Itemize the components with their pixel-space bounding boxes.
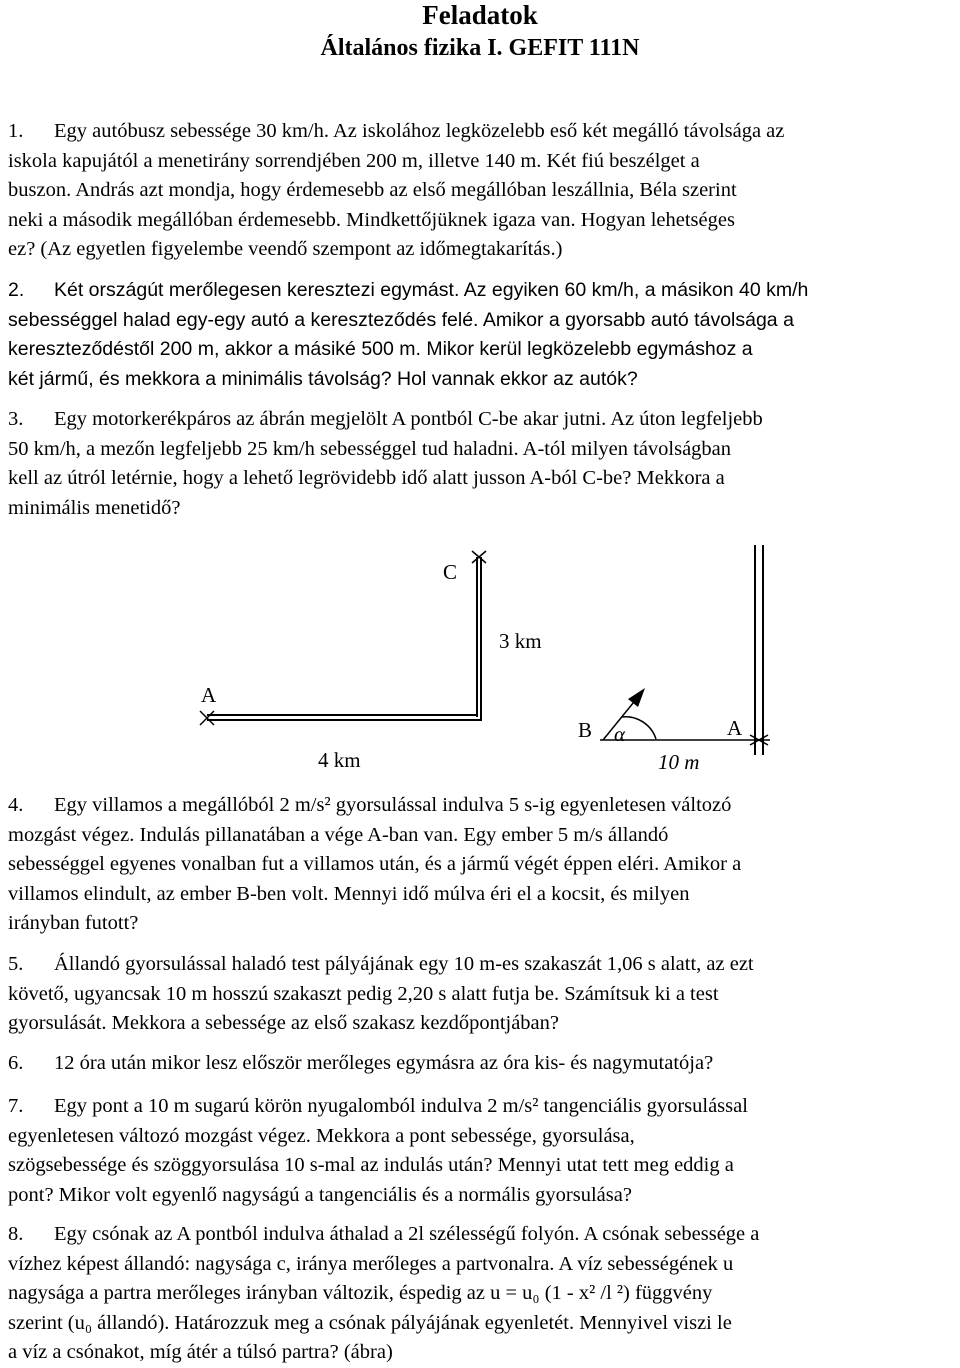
problem-1 — [8, 117, 953, 265]
problem-4 — [8, 791, 953, 939]
angle-arc — [622, 717, 656, 739]
problem-line: gyorsulását. Mekkora a sebessége az első szakasz kezdőpontjában? — [8, 1012, 560, 1034]
problem-line: a víz a csónakot, míg átér a túlsó partra? (ábra) — [8, 1341, 393, 1363]
problem-text: Állandó gyorsulással haladó test pályájának egy 10 m-es szakaszát 1,06 s alatt, az ezt — [54, 953, 754, 975]
label-4km: 4 km — [318, 748, 361, 772]
problem-line: buszon. András azt mondja, hogy érdemesebb az első megállóban leszállnia, Béla szerint — [8, 179, 737, 201]
problem-3-figure — [0, 545, 960, 775]
problem-line: 50 km/h, a mezőn legfeljebb 25 km/h sebességgel tud haladni. A-tól milyen távolságban — [8, 437, 732, 460]
problem-line: ez? (Az egyetlen figyelembe veendő szempont az időmegtakarítás.) — [8, 238, 563, 260]
problem-number: 2. — [8, 279, 25, 301]
label-a-right: A — [727, 716, 743, 740]
problem-line — [8, 1049, 953, 1079]
problem-line: két jármű, és mekkora a minimális távolság? Hol vannak ekkor az autók? — [8, 367, 638, 390]
problem-line: szerint (u₀ állandó). Határozzuk meg a csónak pályájának egyenletét. Mennyivel viszi le — [8, 1311, 732, 1334]
problem-8 — [8, 1220, 953, 1368]
label-3km: 3 km — [499, 629, 542, 653]
label-c: C — [443, 560, 458, 584]
figure-svg — [0, 545, 960, 775]
problem-5 — [8, 950, 953, 1039]
road-diagram — [200, 551, 542, 772]
label-10m: 10 m — [658, 750, 700, 774]
label-alpha: α — [614, 722, 626, 746]
problem-line: szögsebessége és szöggyorsulása 10 s-mal az indulás után? Mennyi utat tett meg eddig a — [8, 1154, 734, 1176]
problem-line — [8, 791, 953, 821]
problem-text: Egy motorkerékpáros az ábrán megjelölt A pontból C-be akar jutni. Az úton legfeljebb — [54, 408, 763, 430]
problem-line — [8, 1220, 953, 1250]
problem-3 — [8, 405, 953, 523]
arrow-head-icon — [628, 688, 645, 707]
problem-line: követő, ugyancsak 10 m hosszú szakaszt pedig 2,20 s alatt futja be. Számítsuk ki a test — [8, 982, 719, 1005]
problem-line: minimális menetidő? — [8, 496, 181, 519]
problem-text: Egy autóbusz sebessége 30 km/h. Az iskolához legközelebb eső két megálló távolsága az — [54, 120, 785, 142]
problem-line: kereszteződéstől 200 m, akkor a másiké 500 m. Mikor kerül legközelebb egymáshoz a — [8, 338, 753, 360]
problem-number: 7. — [8, 1095, 24, 1117]
problem-number: 6. — [8, 1052, 24, 1074]
problem-line: irányban futott? — [8, 912, 139, 934]
problem-text: Két országút merőlegesen keresztezi egymást. Az egyiken 60 km/h, a másikon 40 km/h — [54, 279, 809, 301]
label-b: B — [578, 718, 593, 742]
problem-line: mozgást végez. Indulás pillanatában a vége A-ban van. Egy ember 5 m/s állandó — [8, 823, 669, 846]
tram-diagram — [578, 545, 770, 774]
problem-6 — [8, 1049, 953, 1079]
problem-text: Egy csónak az A pontból indulva áthalad a 2l szélességű folyón. A csónak sebessége a — [54, 1223, 760, 1245]
problem-text: Egy villamos a megállóból 2 m/s² gyorsulással indulva 5 s-ig egyenletesen változó — [54, 794, 732, 816]
problem-line: sebességgel egyenes vonalban fut a villamos után, és a jármű végét éppen eléri. Amikor a — [8, 853, 742, 875]
course-subtitle: Általános fizika I. GEFIT 111N — [320, 35, 640, 61]
point-c-cross — [472, 551, 486, 563]
problem-text: 12 óra után mikor lesz először merőleges egymásra az óra kis- és nagymutatója? — [54, 1052, 714, 1074]
problem-number: 3. — [8, 408, 24, 430]
problem-2 — [8, 276, 953, 394]
problem-line — [8, 276, 953, 306]
problem-line: vízhez képest állandó: nagysága c, iránya merőleges a partvonalra. A víz sebességének u — [8, 1252, 734, 1275]
problem-line: egyenletesen változó mozgást végez. Mekkora a pont sebessége, gyorsulása, — [8, 1124, 635, 1147]
page-title: Feladatok — [422, 0, 538, 30]
problem-text: Egy pont a 10 m sugarú körön nyugalomból indulva 2 m/s² tangenciális gyorsulással — [54, 1095, 748, 1117]
problem-number: 4. — [8, 794, 24, 816]
problem-line — [8, 950, 953, 980]
problem-line: nagysága a partra merőleges irányban változik, éspedig az u = u₀ (1 - x² /l ²) függvény — [8, 1282, 713, 1304]
problem-line: villamos elindult, az ember B-ben volt. Mennyi idő múlva éri el a kocsit, és milyen — [8, 882, 690, 905]
problem-line: pont? Mikor volt egyenlő nagyságú a tangenciális és a normális gyorsulása? — [8, 1183, 632, 1206]
problem-line: neki a második megállóban érdemesebb. Mindkettőjüknek igaza van. Hogyan lehetséges — [8, 208, 735, 231]
problem-number: 1. — [8, 120, 24, 142]
problem-line — [8, 405, 953, 435]
problem-line: kell az útról letérnie, hogy a lehető legrövidebb idő alatt jusson A-ból C-be? Mekkora a — [8, 467, 725, 489]
problem-line — [8, 1092, 953, 1122]
problem-line: iskola kapujától a menetirány sorrendjében 200 m, illetve 140 m. Két fiú beszélget a — [8, 149, 700, 172]
problem-line: sebességgel halad egy-egy autó a kereszteződés felé. Amikor a gyorsabb autó távolsága a — [8, 308, 794, 331]
point-a-cross — [200, 711, 214, 725]
problem-7 — [8, 1092, 953, 1210]
problem-line — [8, 117, 953, 147]
label-a: A — [201, 683, 217, 707]
problem-number: 5. — [8, 953, 24, 975]
problem-number: 8. — [8, 1223, 24, 1245]
